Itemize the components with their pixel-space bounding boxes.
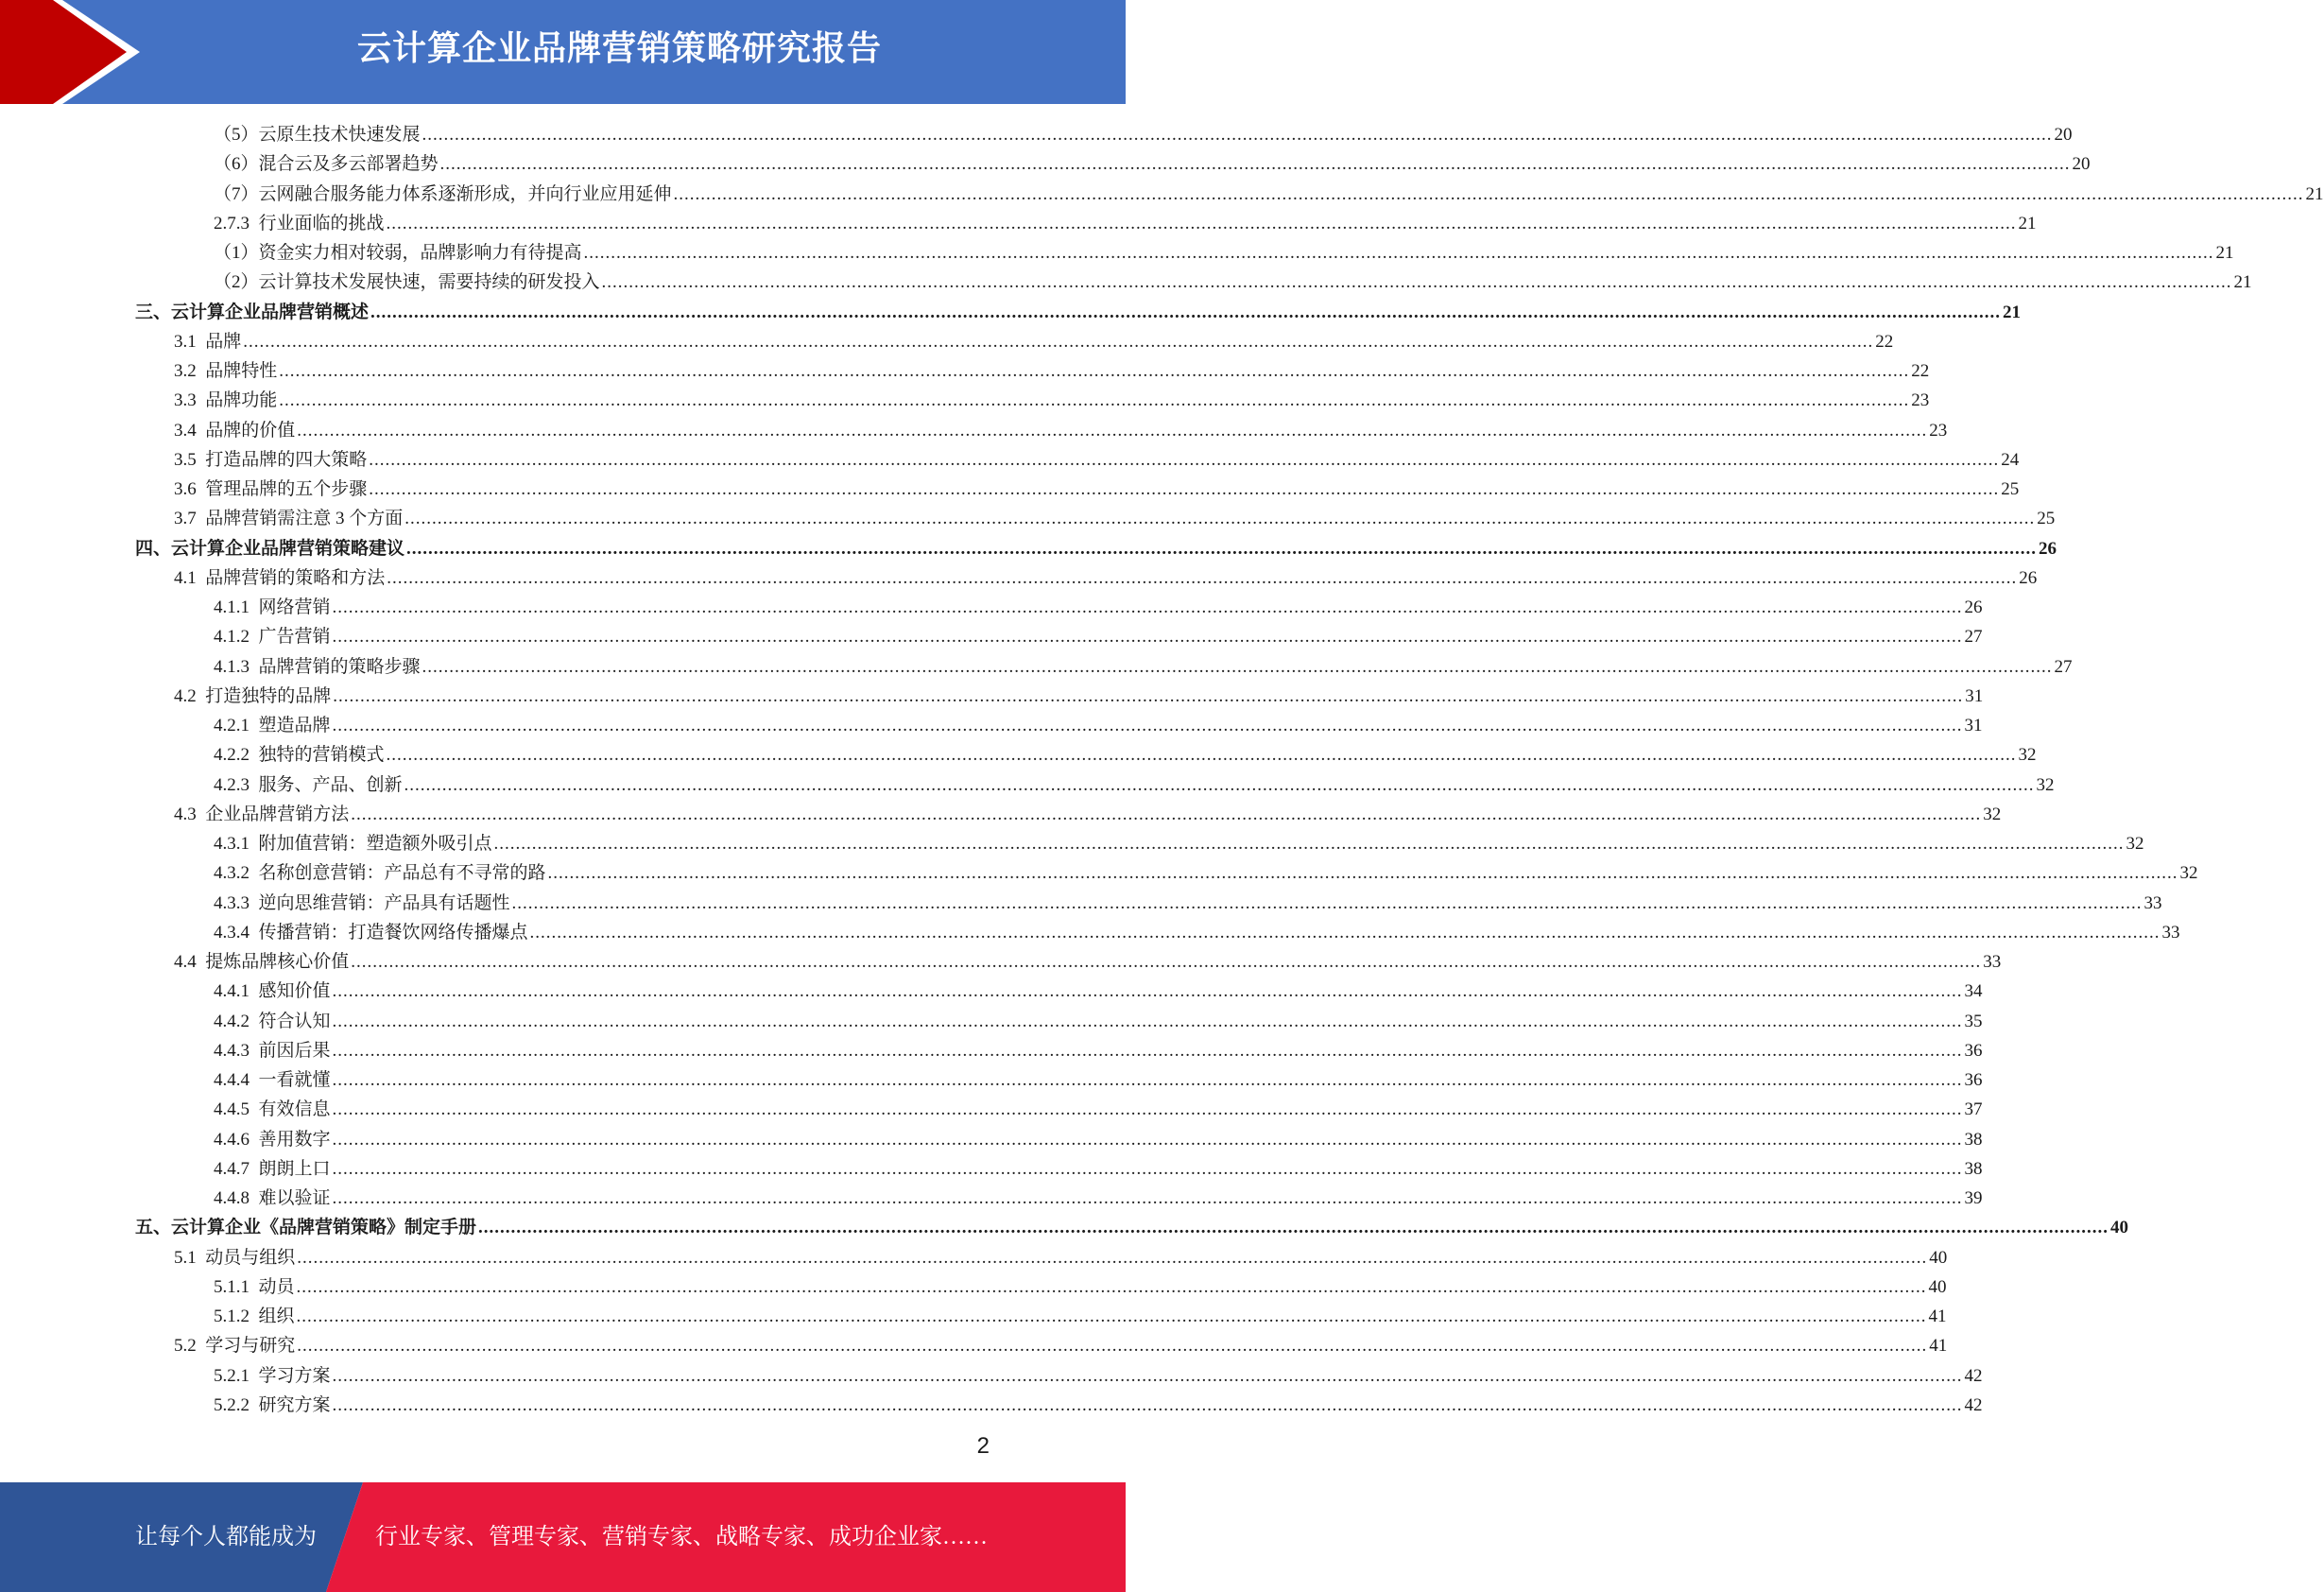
toc-leader-dots: ............................................................................................................................................................................................................................................................................................................ — [332, 597, 1963, 617]
toc-entry-page: 37 — [1964, 1099, 1983, 1120]
toc-entry[interactable] — [214, 180, 2324, 209]
toc-leader-dots: ............................................................................................................................................................................................................................................................................................................ — [387, 567, 2018, 588]
toc-leader-dots: ............................................................................................................................................................................................................................................................................................................ — [332, 627, 1963, 648]
toc-entry-label: 3.1 品牌 — [174, 331, 242, 352]
toc-leader-dots: ............................................................................................................................................................................................................................................................................................................ — [406, 538, 2038, 559]
toc-entry-label: 4.2.3 服务、产品、创新 — [214, 774, 403, 795]
toc-entry[interactable] — [174, 947, 2002, 977]
toc-entry-page: 26 — [2039, 538, 2057, 559]
toc-entry-label: 3.7 品牌营销需注意 3 个方面 — [174, 509, 404, 529]
toc-entry[interactable] — [214, 770, 2055, 800]
toc-leader-dots: ............................................................................................................................................................................................................................................................................................................ — [332, 1070, 1963, 1090]
toc-entry-label: 4.1.2 广告营销 — [214, 627, 331, 648]
toc-entry-label: 3.5 打造品牌的四大策略 — [174, 449, 368, 470]
toc-leader-dots: ............................................................................................................................................................................................................................................................................................................ — [332, 1129, 1963, 1150]
toc-leader-dots: ............................................................................................................................................................................................................................................................................................................ — [279, 390, 1910, 411]
toc-entry[interactable] — [214, 1391, 1983, 1420]
toc-entry[interactable] — [214, 1125, 1983, 1154]
toc-entry-label: 4.3.2 名称创意营销：产品总有不寻常的路 — [214, 863, 546, 884]
toc-entry-page: 27 — [1964, 627, 1983, 648]
page-footer — [0, 1482, 1126, 1592]
toc-entry[interactable] — [174, 475, 2020, 504]
toc-entry-page: 41 — [1929, 1336, 1948, 1357]
toc-entry-page: 21 — [2018, 213, 2037, 234]
toc-entry-label: 5.2 学习与研究 — [174, 1336, 296, 1357]
toc-leader-dots: ............................................................................................................................................................................................................................................................................................................ — [511, 892, 2143, 913]
toc-entry-label: （2）云计算技术发展快速，需要持续的研发投入 — [214, 272, 600, 293]
toc-entry[interactable] — [135, 298, 2022, 327]
toc-entry-label: （6）混合云及多云部署趋势 — [214, 154, 439, 175]
toc-leader-dots: ............................................................................................................................................................................................................................................................................................................ — [333, 685, 1964, 706]
toc-entry-label: 4.1.3 品牌营销的策略步骤 — [214, 656, 421, 677]
toc-entry-page: 25 — [2037, 509, 2056, 529]
toc-entry-page: 39 — [1964, 1188, 1983, 1208]
toc-entry[interactable] — [174, 563, 2038, 593]
toc-entry-page: 42 — [1964, 1365, 1983, 1386]
toc-entry[interactable] — [174, 1331, 1948, 1360]
toc-entry[interactable] — [214, 1302, 1947, 1331]
toc-entry-label: 4.4.2 符合认知 — [214, 1011, 331, 1031]
toc-entry-label: 五、云计算企业《品牌营销策略》制定手册 — [135, 1218, 477, 1238]
toc-entry-label: 4.2 打造独特的品牌 — [174, 685, 332, 706]
toc-entry-label: （5）云原生技术快速发展 — [214, 125, 421, 145]
toc-entry-label: 4.4.4 一看就懂 — [214, 1070, 331, 1090]
toc-entry-label: 3.6 管理品牌的五个步骤 — [174, 479, 368, 499]
toc-entry-label: 4.3 企业品牌营销方法 — [174, 804, 350, 824]
toc-entry[interactable] — [214, 711, 1983, 740]
toc-entry[interactable] — [214, 238, 2234, 268]
toc-entry[interactable] — [214, 740, 2037, 770]
report-title: 云计算企业品牌营销策略研究报告 — [356, 29, 882, 68]
toc-entry-page: 32 — [2126, 834, 2144, 854]
toc-entry-label: 4.4.5 有效信息 — [214, 1099, 331, 1120]
toc-entry-page: 36 — [1964, 1070, 1983, 1090]
toc-leader-dots: ............................................................................................................................................................................................................................................................................................................ — [351, 804, 1982, 824]
toc-entry-label: （7）云网融合服务能力体系逐渐形成，并向行业应用延伸 — [214, 183, 672, 204]
toc-entry-label: 4.4.6 善用数字 — [214, 1129, 331, 1150]
toc-leader-dots: ............................................................................................................................................................................................................................................................................................................ — [583, 243, 2214, 263]
toc-leader-dots: ............................................................................................................................................................................................................................................................................................................ — [673, 183, 2304, 204]
toc-entry-page: 22 — [1875, 331, 1894, 352]
toc-entry-page: 40 — [1929, 1247, 1948, 1268]
toc-entry[interactable] — [174, 356, 1930, 386]
toc-entry-label: 4.3.4 传播营销：打造餐饮网络传播爆点 — [214, 922, 528, 943]
toc-entry-page: 21 — [2305, 183, 2324, 204]
toc-entry-label: 4.1 品牌营销的策略和方法 — [174, 567, 386, 588]
toc-leader-dots: ............................................................................................................................................................................................................................................................................................................ — [422, 656, 2053, 677]
toc-entry[interactable] — [214, 593, 1983, 622]
toc-entry-page: 31 — [1965, 685, 1984, 706]
toc-entry-label: 4.4.1 感知价值 — [214, 981, 331, 1002]
toc-entry[interactable] — [174, 682, 1984, 711]
toc-leader-dots: ............................................................................................................................................................................................................................................................................................................ — [404, 774, 2035, 795]
toc-entry[interactable] — [214, 1007, 1983, 1036]
toc-leader-dots: ............................................................................................................................................................................................................................................................................................................ — [386, 745, 2017, 766]
toc-entry-page: 20 — [2072, 154, 2091, 175]
toc-entry-page: 21 — [2215, 243, 2234, 263]
toc-entry[interactable] — [174, 800, 2002, 829]
toc-entry[interactable] — [214, 268, 2252, 297]
toc-entry[interactable] — [214, 1065, 1983, 1095]
toc-leader-dots: ............................................................................................................................................................................................................................................................................................................ — [332, 1040, 1963, 1061]
toc-leader-dots: ............................................................................................................................................................................................................................................................................................................ — [422, 125, 2053, 145]
toc-entry[interactable] — [214, 1036, 1983, 1065]
toc-entry[interactable] — [174, 1243, 1948, 1272]
toc-leader-dots: ............................................................................................................................................................................................................................................................................................................ — [601, 272, 2232, 293]
toc-entry[interactable] — [135, 1213, 2129, 1242]
toc-entry[interactable] — [214, 1154, 1983, 1184]
page-number: 2 — [976, 1433, 990, 1459]
toc-entry-page: 32 — [2179, 863, 2198, 884]
toc-leader-dots: ............................................................................................................................................................................................................................................................................................................ — [529, 922, 2160, 943]
toc-entry-label: 四、云计算企业品牌营销策略建议 — [135, 538, 405, 559]
toc-entry[interactable] — [214, 1361, 1983, 1391]
toc-entry-label: 4.4.3 前因后果 — [214, 1040, 331, 1061]
toc-leader-dots: ............................................................................................................................................................................................................................................................................................................ — [297, 1247, 1928, 1268]
toc-entry[interactable] — [214, 209, 2037, 238]
toc-entry-page: 32 — [2018, 745, 2037, 766]
toc-entry[interactable] — [174, 445, 2020, 475]
toc-leader-dots: ............................................................................................................................................................................................................................................................................................................ — [547, 863, 2178, 884]
toc-leader-dots: ............................................................................................................................................................................................................................................................................................................ — [478, 1218, 2109, 1238]
toc-entry[interactable] — [174, 386, 1930, 415]
toc-leader-dots: ............................................................................................................................................................................................................................................................................................................ — [493, 834, 2125, 854]
toc-leader-dots: ............................................................................................................................................................................................................................................................................................................ — [296, 1306, 1927, 1326]
toc-leader-dots: ............................................................................................................................................................................................................................................................................................................ — [332, 981, 1963, 1002]
toc-entry-page: 31 — [1964, 716, 1983, 735]
toc-leader-dots: ............................................................................................................................................................................................................................................................................................................ — [279, 361, 1910, 381]
toc-entry-page: 26 — [1964, 597, 1983, 617]
toc-entry-page: 27 — [2054, 656, 2073, 677]
toc-entry-page: 41 — [1928, 1306, 1947, 1326]
toc-entry-label: 3.3 品牌功能 — [174, 390, 278, 411]
toc-entry-label: 4.4.7 朗朗上口 — [214, 1158, 331, 1179]
toc-entry-label: 2.7.3 行业面临的挑战 — [214, 213, 385, 234]
toc-leader-dots: ............................................................................................................................................................................................................................................................................................................ — [370, 302, 2002, 322]
toc-entry-label: （1）资金实力相对较弱，品牌影响力有待提高 — [214, 243, 582, 263]
footer-slogan: 让每个人都能成为 — [135, 1525, 317, 1549]
toc-entry-page: 32 — [1983, 804, 2002, 824]
toc-entry-page: 34 — [1964, 981, 1983, 1002]
toc-entry[interactable] — [135, 534, 2057, 563]
toc-leader-dots: ............................................................................................................................................................................................................................................................................................................ — [369, 479, 2000, 499]
toc-entry[interactable] — [214, 652, 2073, 682]
toc-entry-page: 40 — [1928, 1276, 1947, 1297]
toc-entry-page: 32 — [2036, 774, 2055, 795]
toc-leader-dots: ............................................................................................................................................................................................................................................................................................................ — [351, 952, 1982, 972]
toc-leader-dots: ............................................................................................................................................................................................................................................................................................................ — [439, 154, 2071, 175]
toc-entry[interactable] — [214, 858, 2198, 888]
toc-entry[interactable] — [214, 1272, 1947, 1302]
toc-leader-dots: ............................................................................................................................................................................................................................................................................................................ — [332, 1188, 1963, 1208]
toc-leader-dots: ............................................................................................................................................................................................................................................................................................................ — [386, 213, 2017, 234]
toc-leader-dots: ............................................................................................................................................................................................................................................................................................................ — [332, 1158, 1963, 1179]
toc-leader-dots: ............................................................................................................................................................................................................................................................................................................ — [332, 716, 1963, 735]
toc-entry-page: 25 — [2001, 479, 2020, 499]
toc-entry-page: 20 — [2054, 125, 2073, 145]
toc-entry-label: 5.2.1 学习方案 — [214, 1365, 331, 1386]
toc-entry-label: 5.1 动员与组织 — [174, 1247, 296, 1268]
toc-entry-page: 23 — [1911, 390, 1930, 411]
toc-entry-label: 4.1.1 网络营销 — [214, 597, 331, 617]
toc-entry[interactable] — [214, 1095, 1983, 1124]
toc-entry-page: 24 — [2001, 449, 2020, 470]
toc-leader-dots: ............................................................................................................................................................................................................................................................................................................ — [297, 1336, 1928, 1357]
toc-entry-label: 4.4 提炼品牌核心价值 — [174, 952, 350, 972]
toc-entry-page: 40 — [2110, 1218, 2129, 1238]
toc-entry-label: 4.2.1 塑造品牌 — [214, 716, 331, 735]
toc-leader-dots: ............................................................................................................................................................................................................................................................................................................ — [296, 1276, 1927, 1297]
toc-entry-page: 36 — [1964, 1040, 1983, 1061]
toc-entry[interactable] — [174, 416, 1948, 445]
toc-leader-dots: ............................................................................................................................................................................................................................................................................................................ — [332, 1099, 1963, 1120]
toc-entry-page: 23 — [1929, 420, 1948, 441]
toc-leader-dots: ............................................................................................................................................................................................................................................................................................................ — [332, 1365, 1963, 1386]
toc-entry-page: 42 — [1964, 1394, 1983, 1415]
toc-leader-dots: ............................................................................................................................................................................................................................................................................................................ — [332, 1394, 1963, 1415]
toc-entry[interactable] — [214, 1184, 1983, 1213]
footer-roles: 行业专家、管理专家、营销专家、战略专家、成功企业家…… — [375, 1525, 988, 1549]
toc-entry[interactable] — [214, 829, 2144, 858]
toc-leader-dots: ............................................................................................................................................................................................................................................................................................................ — [332, 1011, 1963, 1031]
toc-entry-page: 38 — [1964, 1129, 1983, 1150]
toc-entry-page: 33 — [1983, 952, 2002, 972]
toc-leader-dots: ............................................................................................................................................................................................................................................................................................................ — [405, 509, 2036, 529]
toc-entry[interactable] — [214, 889, 2162, 918]
toc-entry-page: 33 — [2143, 892, 2162, 913]
toc-entry-page: 22 — [1911, 361, 1930, 381]
toc-leader-dots: ............................................................................................................................................................................................................................................................................................................ — [369, 449, 2000, 470]
toc-entry[interactable] — [174, 504, 2056, 533]
toc-entry-label: 3.2 品牌特性 — [174, 361, 278, 381]
toc-entry-page: 21 — [2003, 302, 2022, 322]
toc-entry[interactable] — [214, 622, 1983, 651]
toc-entry-label: 4.4.8 难以验证 — [214, 1188, 331, 1208]
toc-entry-label: 5.2.2 研究方案 — [214, 1394, 331, 1415]
toc-entry[interactable] — [214, 977, 1983, 1006]
toc-leader-dots: ............................................................................................................................................................................................................................................................................................................ — [297, 420, 1928, 441]
toc-entry[interactable] — [214, 918, 2180, 947]
toc-entry-label: 4.3.3 逆向思维营销：产品具有话题性 — [214, 892, 510, 913]
page-header — [0, 0, 1126, 104]
toc-entry-label: 三、云计算企业品牌营销概述 — [135, 302, 370, 322]
toc-leader-dots: ............................................................................................................................................................................................................................................................................................................ — [243, 331, 1874, 352]
toc-entry-label: 5.1.2 组织 — [214, 1306, 295, 1326]
toc-entry-page: 26 — [2019, 567, 2038, 588]
toc-entry[interactable] — [214, 149, 2091, 179]
toc-entry[interactable] — [174, 327, 1894, 356]
toc-entry-label: 4.2.2 独特的营销模式 — [214, 745, 385, 766]
toc-entry[interactable] — [214, 120, 2073, 149]
toc-entry-page: 33 — [2161, 922, 2180, 943]
toc-entry-label: 4.3.1 附加值营销：塑造额外吸引点 — [214, 834, 492, 854]
toc-entry-label: 5.1.1 动员 — [214, 1276, 295, 1297]
toc-entry-label: 3.4 品牌的价值 — [174, 420, 296, 441]
toc-entry-page: 38 — [1964, 1158, 1983, 1179]
toc-entry-page: 21 — [2233, 272, 2252, 293]
toc-entry-page: 35 — [1964, 1011, 1983, 1031]
